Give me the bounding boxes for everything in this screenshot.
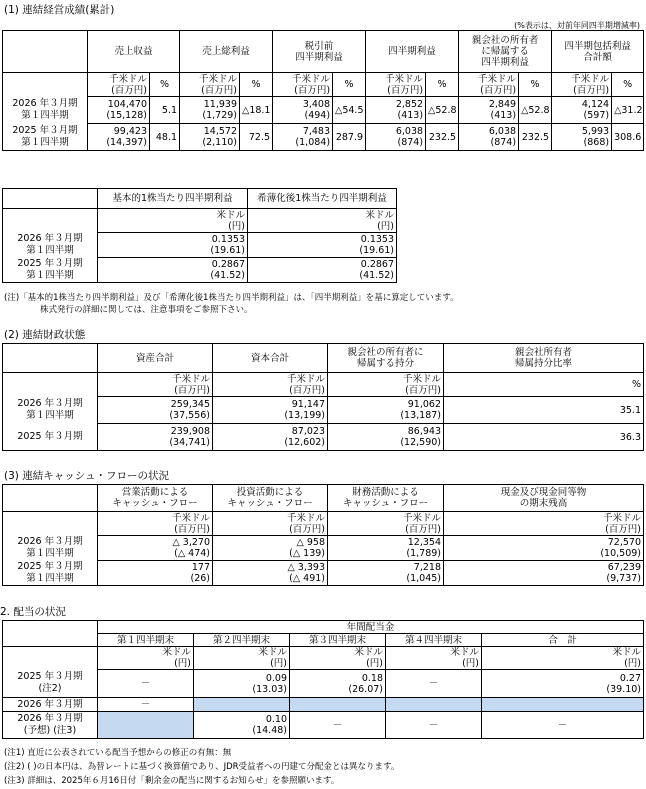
value-cell: 6,038 (874) [459,124,519,151]
unit-cell: 千米ドル (百万円) [98,373,213,397]
pct-value: 232.5 [426,124,459,151]
value-cell: － [98,670,194,698]
section3-title: (3) 連結キャッシュ・フローの状況 [4,470,170,482]
header-q3-end: 第３四半期末 [290,634,386,647]
value-cell: － [386,712,482,739]
value-cell: 7,483 (1,084) [273,124,333,151]
header-revenue: 売上収益 [88,31,180,73]
pct-value: 232.5 [519,124,552,151]
section1-note: (%表示は、対前年同四半期増減率) [514,21,640,30]
cash-flow-table [2,484,644,586]
header-investing-cf: 投資活動による キャッシュ・フロー [213,485,328,512]
unit-cell: 千米ドル (百万円) [366,73,426,97]
dividend-note-1: (注1) 直近に公表されている配当予想からの修正の有無：無 [4,748,232,758]
row-label: 2025 年３月期 (注2) [3,670,98,698]
row-label: 2026 年３月期 第１四半期 [3,397,98,424]
unit-cell: 米ドル (円) [386,647,482,670]
table-row [3,424,644,451]
header-owner-profit: 親会社の所有者 に帰属する 四半期利益 [459,31,552,73]
value-cell: － [98,698,194,712]
unit-cell: 米ドル (円) [482,647,644,670]
value-cell: △ 958 (△ 139) [213,536,328,561]
value-cell: 0.2867 (41.52) [98,258,248,283]
shaded-cell [482,698,644,712]
unit-cell: 米ドル (円) [98,209,248,233]
shaded-cell [386,698,482,712]
shaded-cell [98,712,194,739]
value-cell: 12,354 (1,789) [328,536,444,561]
value-cell: 87,023 (12,602) [213,424,328,451]
value-cell: △ 3,393 (△ 491) [213,561,328,586]
value-cell: 0.1353 (19.61) [248,233,397,258]
table-row [3,561,644,586]
pct-cell: % [519,73,552,97]
value-cell: △ 3,270 (△ 474) [98,536,213,561]
pct-cell: % [333,73,366,97]
table-row [3,712,644,739]
unit-cell: 千米ドル (百万円) [328,512,444,536]
unit-cell: 千米ドル (百万円) [273,73,333,97]
shaded-cell [194,698,290,712]
table-row [3,670,644,698]
value-cell: 239,908 (34,741) [98,424,213,451]
value-cell: 2,849 (413) [459,97,519,124]
value-cell: 11,939 (1,729) [180,97,240,124]
value-cell: 259,345 (37,556) [98,397,213,424]
row-label: 2026 年３月期 第１四半期 [3,233,98,258]
unit-cell: 米ドル (円) [290,647,386,670]
pct-value: △52.8 [426,97,459,124]
value-cell: 99,423 (14,397) [88,124,150,151]
header-q4-end: 第４四半期末 [386,634,482,647]
value-cell: 91,062 (13,187) [328,397,444,424]
header-cash-balance: 現金及び現金同等物 の期末残高 [444,485,644,512]
value-cell: 0.1353 (19.61) [98,233,248,258]
row-label: 2026 年３月期 第１四半期 [3,97,88,124]
row-label: 2025 年３月期 [3,424,98,451]
pct-cell: % [150,73,180,97]
value-cell: 6,038 (874) [366,124,426,151]
value-cell: － [482,712,644,739]
value-cell: 7,218 (1,045) [328,561,444,586]
pct-value: 308.6 [612,124,644,151]
value-cell: 5,993 (868) [552,124,612,151]
value-cell: 91,147 (13,199) [213,397,328,424]
value-cell: － [290,712,386,739]
value-cell: 0.09 (13.03) [194,670,290,698]
table-row [3,397,644,424]
unit-cell: 千米ドル (百万円) [213,373,328,397]
table-row [3,698,644,712]
pct-cell: % [240,73,273,97]
unit-cell: 千米ドル (百万円) [88,73,150,97]
row-label: 2026 年３月期 [3,698,98,712]
header-gross-profit: 売上総利益 [180,31,273,73]
header-equity-ratio: 親会社所有者 帰属持分比率 [444,344,644,373]
financial-position-table [2,343,644,451]
unit-cell: 千米ドル (百万円) [444,512,644,536]
eps-note-1: (注)「基本的1株当たり四半期利益」及び「希薄化後1株当たり四半期利益」は、「四半期利益」を基に算定しています。 [4,293,459,303]
dividend-table [2,620,644,739]
unit-cell: 米ドル (円) [248,209,397,233]
pct-value: △18.1 [240,97,273,124]
value-cell: 177 (26) [98,561,213,586]
value-cell: 0.27 (39.10) [482,670,644,698]
pct-value: △52.8 [519,97,552,124]
header-basic-eps: 基本的1株当たり四半期利益 [98,189,248,209]
value-cell: 4,124 (597) [552,97,612,124]
row-label: 2025 年３月期 第１四半期 [3,258,98,283]
shaded-cell [290,698,386,712]
value-cell: 2,852 (413) [366,97,426,124]
dividend-note-2: (注2) ( )の日本円は、為替レートに基づく換算値であり、JDR受益者への円建て分配金とは異なります。 [4,762,400,772]
header-diluted-eps: 希薄化後1株当たり四半期利益 [248,189,397,209]
table-row [3,97,644,124]
header-comprehensive: 四半期包括利益 合計額 [552,31,644,73]
header-total-equity: 資本合計 [213,344,328,373]
pct-cell: % [426,73,459,97]
table-row [3,233,397,258]
table-row [3,258,397,283]
table-row [3,536,644,561]
value-cell: 86,943 (12,590) [328,424,444,451]
unit-cell: 千米ドル (百万円) [98,512,213,536]
eps-note-2: 株式発行の詳細に関しては、注意事項をご参照下さい。 [40,305,253,315]
pct-cell: % [444,373,644,397]
header-q1-end: 第１四半期末 [98,634,194,647]
header-annual-dividend: 年間配当金 [98,621,644,634]
pct-value: 5.1 [150,97,180,124]
table-row [3,124,644,151]
ratio-value: 36.3 [444,424,644,451]
value-cell: 0.2867 (41.52) [248,258,397,283]
unit-cell: 米ドル (円) [98,647,194,670]
pct-value: 72.5 [240,124,273,151]
header-operating-cf: 営業活動による キャッシュ・フロー [98,485,213,512]
ratio-value: 35.1 [444,397,644,424]
eps-table [2,188,397,283]
value-cell: 14,572 (2,110) [180,124,240,151]
header-total-assets: 資産合計 [98,344,213,373]
unit-cell: 千米ドル (百万円) [213,512,328,536]
unit-cell: 千米ドル (百万円) [180,73,240,97]
header-q2-end: 第２四半期末 [194,634,290,647]
value-cell: 67,239 (9,737) [444,561,644,586]
unit-cell: 米ドル (円) [194,647,290,670]
row-label: 2026 年３月期 第１四半期 [3,536,98,561]
blank-corner [3,31,88,73]
header-owner-equity: 親会社の所有者に 帰属する持分 [328,344,444,373]
row-label: 2025 年３月期 第１四半期 [3,124,88,151]
pct-value: △31.2 [612,97,644,124]
value-cell: 72,570 (10,509) [444,536,644,561]
section1-title: (1) 連結経営成績(累計) [4,4,115,16]
unit-cell: 千米ドル (百万円) [552,73,612,97]
header-pretax-profit: 税引前 四半期利益 [273,31,366,73]
operating-results-table [2,30,644,151]
pct-value: 48.1 [150,124,180,151]
pct-value: △54.5 [333,97,366,124]
value-cell: 0.10 (14.48) [194,712,290,739]
pct-cell: % [612,73,644,97]
header-quarterly-profit: 四半期利益 [366,31,459,73]
value-cell: 3,408 (494) [273,97,333,124]
value-cell: － [386,670,482,698]
row-label: 2025 年３月期 第１四半期 [3,561,98,586]
header-financing-cf: 財務活動による キャッシュ・フロー [328,485,444,512]
pct-value: 287.9 [333,124,366,151]
dividend-note-3: (注3) 詳細は、2025年６月16日付「剰余金の配当に関するお知らせ」を参照願います。 [4,776,340,786]
value-cell: 0.18 (26.07) [290,670,386,698]
value-cell: 104,470 (15,128) [88,97,150,124]
section-dividend-title: 2. 配当の状況 [0,606,66,618]
header-total: 合 計 [482,634,644,647]
section2-title: (2) 連結財政状態 [4,329,86,341]
unit-cell: 千米ドル (百万円) [459,73,519,97]
unit-cell: 千米ドル (百万円) [328,373,444,397]
row-label: 2026 年３月期 (予想) (注3) [3,712,98,739]
